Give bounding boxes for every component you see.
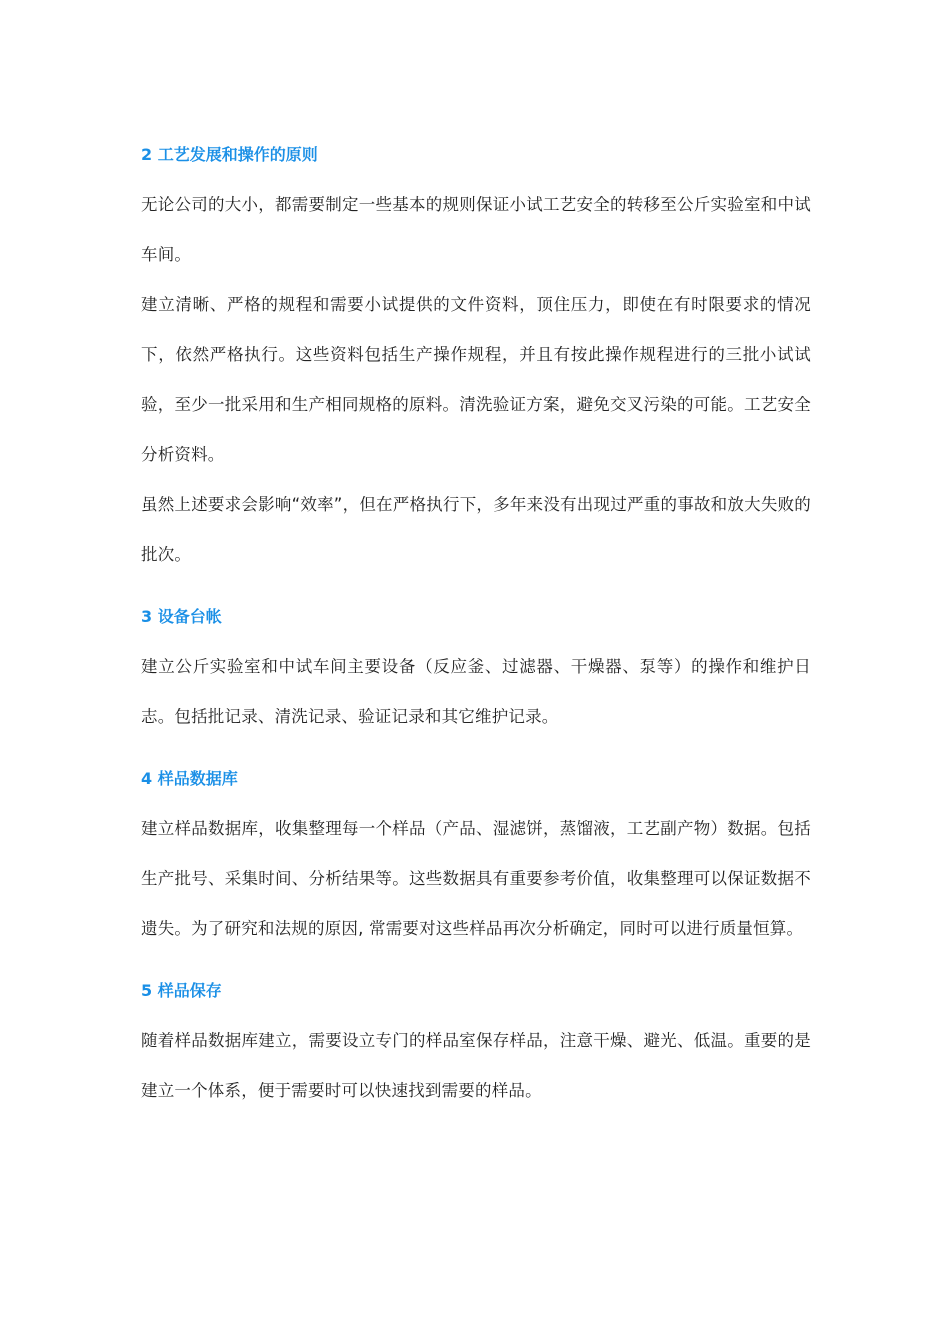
paragraph: 虽然上述要求会影响“效率”，但在严格执行下，多年来没有出现过严重的事故和放大失败的批次。 bbox=[141, 495, 811, 564]
paragraph: 无论公司的大小，都需要制定一些基本的规则保证小试工艺安全的转移至公斤实验室和中试车间。 bbox=[141, 195, 811, 264]
section-process-principles bbox=[141, 142, 811, 580]
section-heading: 5 样品保存 bbox=[141, 981, 222, 1000]
paragraph: 建立清晰、严格的规程和需要小试提供的文件资料，顶住压力，即使在有时限要求的情况下，依然严格执行。这些资料包括生产操作规程，并且有按此操作规程进行的三批小试试验，至少一批采用和生产相同规格的原料。清洗验证方案，避免交叉污染的可能。工艺安全分析资料。 bbox=[141, 295, 811, 464]
section-heading: 4 样品数据库 bbox=[141, 769, 238, 788]
section-sample-database bbox=[141, 766, 811, 954]
paragraph: 建立样品数据库，收集整理每一个样品（产品、湿滤饼，蒸馏液，工艺副产物）数据。包括生产批号、采集时间、分析结果等。这些数据具有重要参考价值，收集整理可以保证数据不遗失。为了研究和法规的原因, 常需要对这些样品再次分析确定，同时可以进行质量恒算。 bbox=[141, 819, 811, 938]
article-body bbox=[141, 132, 811, 1116]
paragraph: 建立公斤实验室和中试车间主要设备（反应釜、过滤器、干燥器、泵等）的操作和维护日志。包括批记录、清洗记录、验证记录和其它维护记录。 bbox=[141, 657, 811, 726]
section-heading: 2 工艺发展和操作的原则 bbox=[141, 145, 318, 164]
paragraph: 随着样品数据库建立，需要设立专门的样品室保存样品，注意干燥、避光、低温。重要的是建立一个体系，便于需要时可以快速找到需要的样品。 bbox=[141, 1031, 811, 1100]
section-sample-storage bbox=[141, 978, 811, 1116]
section-equipment-ledger bbox=[141, 604, 811, 742]
section-heading: 3 设备台帐 bbox=[141, 607, 222, 626]
